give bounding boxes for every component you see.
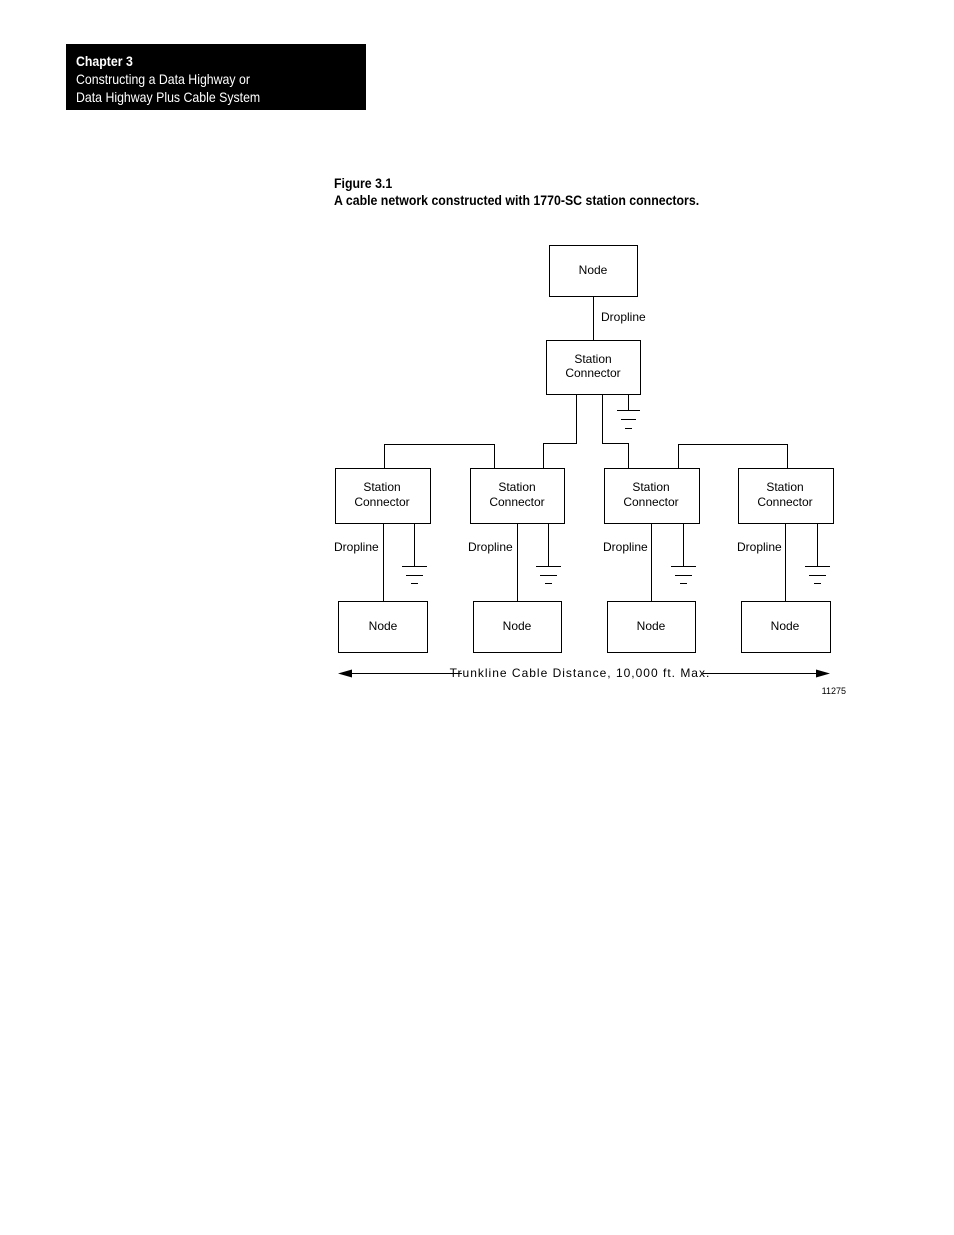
top-node [550,246,638,297]
ground-symbol-icon [617,394,640,429]
connector-1-label-line-1: Station [363,480,401,494]
arrow-right-icon [816,670,830,678]
connector-4-label-line-2: Connector [757,495,813,509]
node-4 [742,602,831,653]
trunkline-distance-label: Trunkline Cable Distance, 10,000 ft. Max. [449,666,711,680]
ground-symbol-icon [536,523,561,584]
arrow-left-icon [338,670,352,678]
dropline-3-label: Dropline [603,540,648,554]
node-1-label: Node [368,619,398,633]
connector-4-label-line-1: Station [766,480,804,494]
node-3-label: Node [636,619,666,633]
top-connector-label-line-1: Station [574,352,612,366]
station-connector-2 [471,469,565,524]
top-connector-label-line-2: Connector [565,366,621,380]
figure-title: A cable network constructed with 1770-SC station connectors. [334,192,700,208]
chapter-title-line-1: Constructing a Data Highway or [76,71,250,87]
branch-1 [334,469,431,653]
top-node-label: Node [578,263,608,277]
figure-id: 11275 [821,686,846,696]
dropline-4-label: Dropline [737,540,782,554]
station-connector-4 [739,469,834,524]
ground-symbol-icon [671,523,696,584]
node-2 [474,602,562,653]
dropline-2-label: Dropline [468,540,513,554]
branch-3 [603,469,700,653]
connector-2-label-line-2: Connector [489,495,545,509]
figure-number: Figure 3.1 [334,175,393,191]
node-4-label: Node [770,619,800,633]
connector-2-label-line-1: Station [498,480,536,494]
connector-1-label-line-2: Connector [354,495,410,509]
connector-3-label-line-2: Connector [623,495,679,509]
top-dropline-label: Dropline [601,310,646,324]
trunkline-dimension [338,666,830,680]
chapter-label: Chapter 3 [76,53,133,69]
node-3 [608,602,696,653]
dropline-1-label: Dropline [334,540,379,554]
branch-2 [468,469,565,653]
ground-symbol-icon [402,523,427,584]
node-1 [339,602,428,653]
top-station-connector [547,341,641,395]
chapter-title-line-2: Data Highway Plus Cable System [76,89,261,105]
ground-symbol-icon [805,523,830,584]
connector-3-label-line-1: Station [632,480,670,494]
station-connector-1 [336,469,431,524]
branch-4 [737,469,834,653]
station-connector-3 [605,469,700,524]
trunkline-wiring [385,394,788,468]
node-2-label: Node [502,619,532,633]
